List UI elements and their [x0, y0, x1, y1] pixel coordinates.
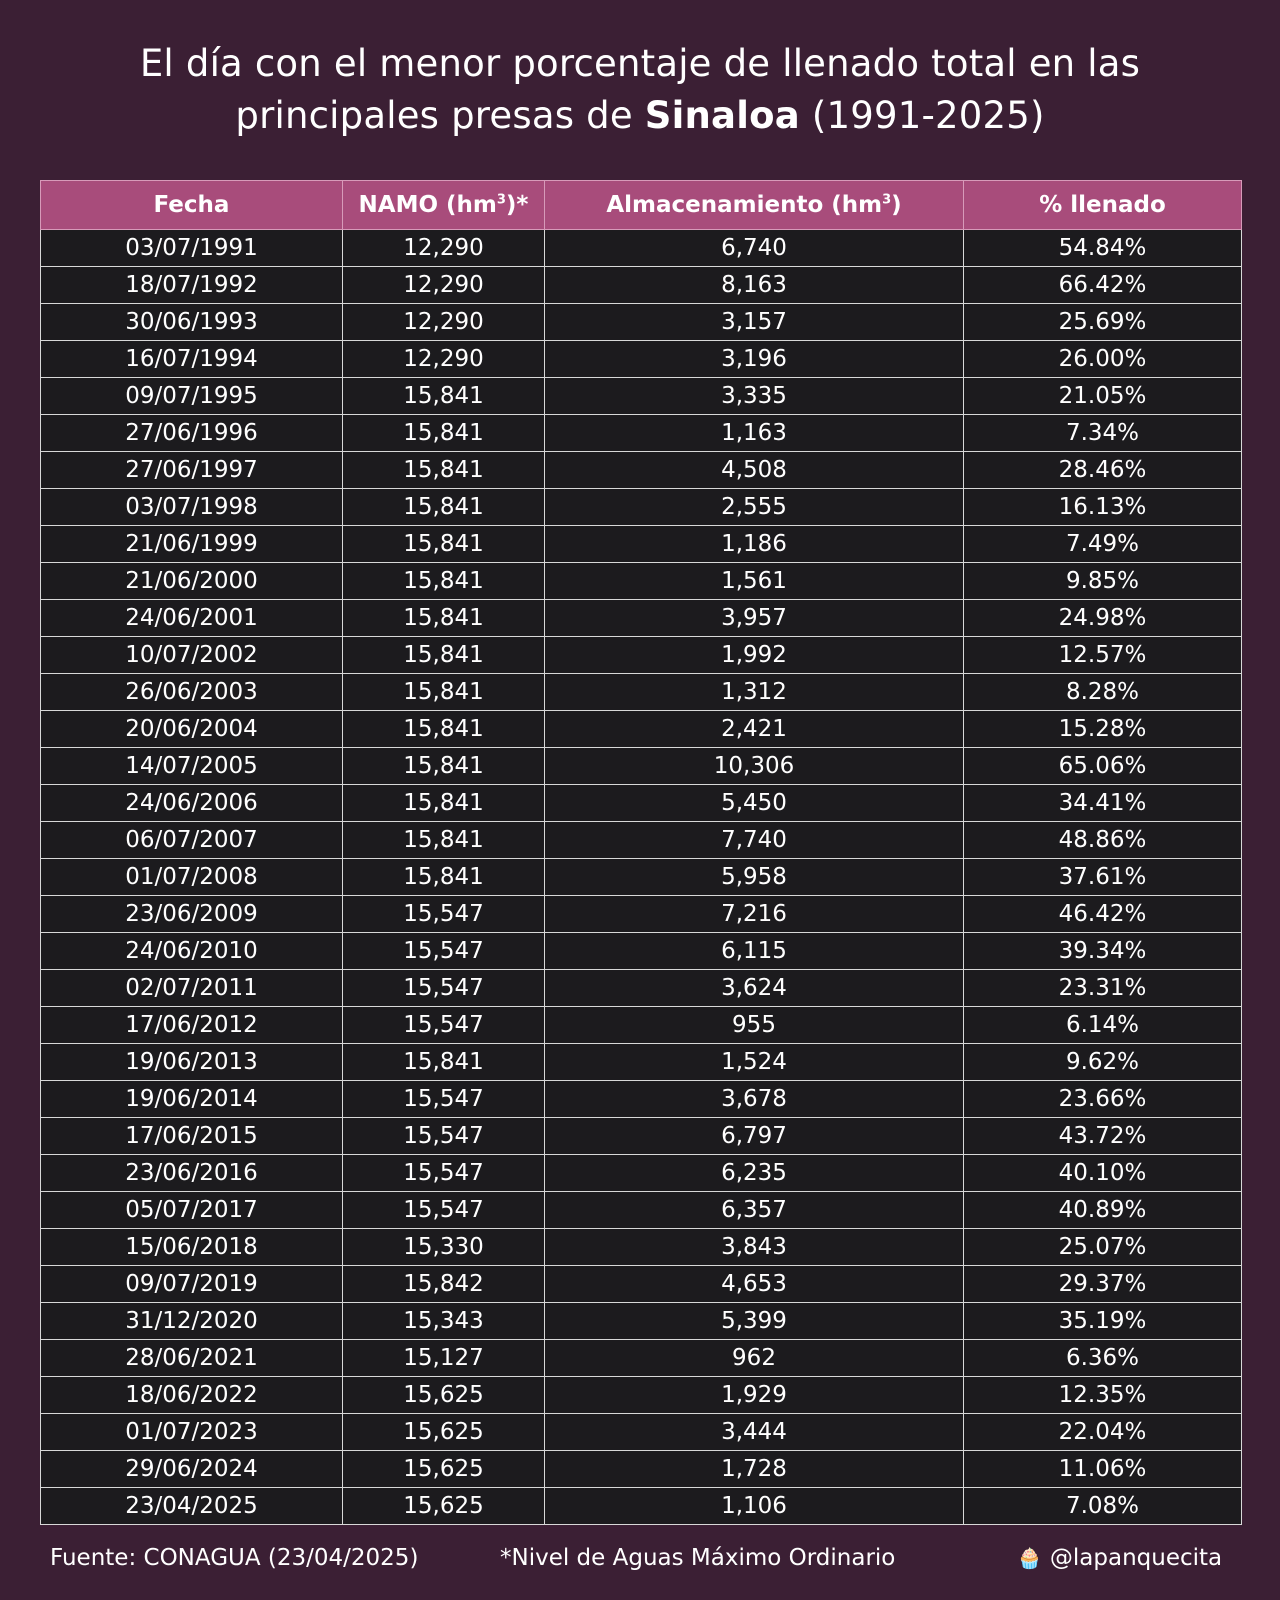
cell-fecha: 01/07/2008	[41, 859, 343, 896]
cell-fecha: 24/06/2001	[41, 600, 343, 637]
cell-almacenamiento: 4,653	[545, 1266, 964, 1303]
footer-handle	[1017, 1545, 1222, 1571]
cell-namo: 15,841	[343, 859, 545, 896]
cell-almacenamiento: 7,216	[545, 896, 964, 933]
cell-fecha: 14/07/2005	[41, 748, 343, 785]
cell-fecha: 18/07/1992	[41, 267, 343, 304]
cell-fecha: 21/06/1999	[41, 526, 343, 563]
cell-fecha: 09/07/2019	[41, 1266, 343, 1303]
cell-namo: 15,625	[343, 1377, 545, 1414]
cell-namo: 15,841	[343, 415, 545, 452]
cell-llenado: 65.06%	[964, 748, 1242, 785]
cell-llenado: 21.05%	[964, 378, 1242, 415]
cell-fecha: 17/06/2015	[41, 1118, 343, 1155]
cell-namo: 15,625	[343, 1451, 545, 1488]
cell-fecha: 05/07/2017	[41, 1192, 343, 1229]
cell-namo: 15,547	[343, 1007, 545, 1044]
cell-almacenamiento: 1,561	[545, 563, 964, 600]
cell-llenado: 34.41%	[964, 785, 1242, 822]
cell-almacenamiento: 6,235	[545, 1155, 964, 1192]
table-row	[41, 748, 1242, 785]
title-line-2	[0, 90, 1280, 142]
cell-namo: 15,547	[343, 933, 545, 970]
cell-llenado: 6.36%	[964, 1340, 1242, 1377]
cell-llenado: 15.28%	[964, 711, 1242, 748]
cell-almacenamiento: 6,797	[545, 1118, 964, 1155]
cell-almacenamiento: 3,444	[545, 1414, 964, 1451]
cell-almacenamiento: 6,357	[545, 1192, 964, 1229]
table-row	[41, 859, 1242, 896]
cell-llenado: 22.04%	[964, 1414, 1242, 1451]
cell-namo: 15,127	[343, 1340, 545, 1377]
cell-fecha: 02/07/2011	[41, 970, 343, 1007]
cell-almacenamiento: 3,335	[545, 378, 964, 415]
table-row	[41, 563, 1242, 600]
title-line-1: El día con el menor porcentaje de llenado total en las	[139, 42, 1141, 85]
cell-fecha: 19/06/2014	[41, 1081, 343, 1118]
cell-llenado: 37.61%	[964, 859, 1242, 896]
cell-namo: 12,290	[343, 267, 545, 304]
header-almacenamiento: Almacenamiento $(hm^3)$	[545, 181, 964, 230]
cell-fecha: 21/06/2000	[41, 563, 343, 600]
table-row	[41, 489, 1242, 526]
cell-fecha: 09/07/1995	[41, 378, 343, 415]
cell-fecha: 24/06/2006	[41, 785, 343, 822]
cell-namo: 15,841	[343, 563, 545, 600]
footer-source: Fuente: CONAGUA (23/04/2025)	[50, 1545, 419, 1571]
table-row	[41, 341, 1242, 378]
cell-almacenamiento: 3,157	[545, 304, 964, 341]
cell-llenado: 46.42%	[964, 896, 1242, 933]
cell-namo: 15,841	[343, 1044, 545, 1081]
cell-namo: 15,842	[343, 1266, 545, 1303]
cell-fecha: 26/06/2003	[41, 674, 343, 711]
cupcake-icon: 🧁	[1017, 1546, 1042, 1570]
cell-namo: 15,547	[343, 970, 545, 1007]
cell-fecha: 17/06/2012	[41, 1007, 343, 1044]
cell-llenado: 16.13%	[964, 489, 1242, 526]
cell-fecha: 18/06/2022	[41, 1377, 343, 1414]
table-row	[41, 1488, 1242, 1525]
cell-almacenamiento: 1,929	[545, 1377, 964, 1414]
cell-almacenamiento: 8,163	[545, 267, 964, 304]
title-years: (1991-2025)	[811, 94, 1045, 137]
cell-almacenamiento: 1,728	[545, 1451, 964, 1488]
title-line-2-pre: principales presas de	[235, 94, 633, 137]
cell-fecha: 16/07/1994	[41, 341, 343, 378]
cell-almacenamiento: 1,312	[545, 674, 964, 711]
cell-almacenamiento: 5,958	[545, 859, 964, 896]
cell-fecha: 31/12/2020	[41, 1303, 343, 1340]
cell-fecha: 23/06/2016	[41, 1155, 343, 1192]
header-fecha: Fecha	[41, 181, 343, 230]
cell-namo: 15,547	[343, 1155, 545, 1192]
cell-almacenamiento: 1,524	[545, 1044, 964, 1081]
cell-almacenamiento: 3,624	[545, 970, 964, 1007]
cell-fecha: 03/07/1998	[41, 489, 343, 526]
title-state: Sinaloa	[644, 94, 800, 137]
cell-namo: 15,841	[343, 785, 545, 822]
cell-llenado: 40.10%	[964, 1155, 1242, 1192]
table-row	[41, 230, 1242, 267]
cell-llenado: 24.98%	[964, 600, 1242, 637]
table-row	[41, 1340, 1242, 1377]
cell-fecha: 06/07/2007	[41, 822, 343, 859]
cell-llenado: 9.62%	[964, 1044, 1242, 1081]
table-row	[41, 1414, 1242, 1451]
cell-llenado: 43.72%	[964, 1118, 1242, 1155]
cell-namo: 15,841	[343, 674, 545, 711]
table-row	[41, 674, 1242, 711]
cell-fecha: 24/06/2010	[41, 933, 343, 970]
cell-llenado: 6.14%	[964, 1007, 1242, 1044]
cell-namo: 12,290	[343, 341, 545, 378]
cell-fecha: 28/06/2021	[41, 1340, 343, 1377]
table-row	[41, 822, 1242, 859]
cell-almacenamiento: 4,508	[545, 452, 964, 489]
table-row	[41, 933, 1242, 970]
cell-namo: 12,290	[343, 230, 545, 267]
cell-almacenamiento: 1,163	[545, 415, 964, 452]
cell-fecha: 23/06/2009	[41, 896, 343, 933]
table-row	[41, 526, 1242, 563]
cell-almacenamiento: 6,115	[545, 933, 964, 970]
table-row	[41, 1451, 1242, 1488]
cell-almacenamiento: 5,399	[545, 1303, 964, 1340]
cell-llenado: 39.34%	[964, 933, 1242, 970]
cell-llenado: 23.66%	[964, 1081, 1242, 1118]
table-header-row	[41, 181, 1242, 230]
cell-almacenamiento: 955	[545, 1007, 964, 1044]
cell-llenado: 25.07%	[964, 1229, 1242, 1266]
cell-namo: 15,547	[343, 1192, 545, 1229]
data-table-container	[40, 180, 1241, 1525]
cell-almacenamiento: 3,843	[545, 1229, 964, 1266]
cell-namo: 15,841	[343, 378, 545, 415]
cell-almacenamiento: 2,555	[545, 489, 964, 526]
cell-fecha: 01/07/2023	[41, 1414, 343, 1451]
table-row	[41, 1155, 1242, 1192]
cell-llenado: 7.08%	[964, 1488, 1242, 1525]
cell-namo: 15,330	[343, 1229, 545, 1266]
cell-llenado: 7.49%	[964, 526, 1242, 563]
cell-llenado: 29.37%	[964, 1266, 1242, 1303]
cell-namo: 15,625	[343, 1414, 545, 1451]
cell-almacenamiento: 3,957	[545, 600, 964, 637]
cell-llenado: 28.46%	[964, 452, 1242, 489]
cell-namo: 15,841	[343, 637, 545, 674]
table-row	[41, 711, 1242, 748]
table-row	[41, 304, 1242, 341]
table-row	[41, 896, 1242, 933]
cell-llenado: 48.86%	[964, 822, 1242, 859]
table-row	[41, 415, 1242, 452]
cell-llenado: 9.85%	[964, 563, 1242, 600]
cell-namo: 12,290	[343, 304, 545, 341]
cell-llenado: 40.89%	[964, 1192, 1242, 1229]
cell-almacenamiento: 2,421	[545, 711, 964, 748]
cell-namo: 15,841	[343, 711, 545, 748]
cell-namo: 15,841	[343, 748, 545, 785]
table-row	[41, 1081, 1242, 1118]
cell-llenado: 12.35%	[964, 1377, 1242, 1414]
table-row	[41, 1229, 1242, 1266]
cell-llenado: 12.57%	[964, 637, 1242, 674]
cell-namo: 15,547	[343, 896, 545, 933]
cell-almacenamiento: 10,306	[545, 748, 964, 785]
cell-fecha: 15/06/2018	[41, 1229, 343, 1266]
cell-llenado: 26.00%	[964, 341, 1242, 378]
cell-fecha: 27/06/1996	[41, 415, 343, 452]
table-row	[41, 1007, 1242, 1044]
table-row	[41, 637, 1242, 674]
footer-note: *Nivel de Aguas Máximo Ordinario	[500, 1545, 896, 1571]
table-row	[41, 1266, 1242, 1303]
cell-namo: 15,343	[343, 1303, 545, 1340]
table-row	[41, 378, 1242, 415]
cell-namo: 15,625	[343, 1488, 545, 1525]
cell-namo: 15,841	[343, 526, 545, 563]
page-title	[0, 38, 1280, 142]
table-row	[41, 267, 1242, 304]
cell-almacenamiento: 7,740	[545, 822, 964, 859]
cell-namo: 15,547	[343, 1118, 545, 1155]
cell-almacenamiento: 1,992	[545, 637, 964, 674]
cell-namo: 15,841	[343, 600, 545, 637]
table-row	[41, 600, 1242, 637]
table-row	[41, 785, 1242, 822]
cell-almacenamiento: 962	[545, 1340, 964, 1377]
cell-llenado: 11.06%	[964, 1451, 1242, 1488]
cell-namo: 15,547	[343, 1081, 545, 1118]
cell-almacenamiento: 6,740	[545, 230, 964, 267]
cell-fecha: 29/06/2024	[41, 1451, 343, 1488]
table-row	[41, 452, 1242, 489]
handle-text: @lapanquecita	[1049, 1545, 1223, 1571]
cell-llenado: 8.28%	[964, 674, 1242, 711]
cell-llenado: 7.34%	[964, 415, 1242, 452]
cell-almacenamiento: 1,186	[545, 526, 964, 563]
cell-fecha: 10/07/2002	[41, 637, 343, 674]
cell-llenado: 66.42%	[964, 267, 1242, 304]
table-row	[41, 1118, 1242, 1155]
cell-fecha: 19/06/2013	[41, 1044, 343, 1081]
table-row	[41, 1044, 1242, 1081]
cell-namo: 15,841	[343, 489, 545, 526]
cell-almacenamiento: 3,678	[545, 1081, 964, 1118]
cell-namo: 15,841	[343, 822, 545, 859]
table-body	[41, 230, 1242, 1525]
cell-fecha: 23/04/2025	[41, 1488, 343, 1525]
cell-almacenamiento: 5,450	[545, 785, 964, 822]
cell-namo: 15,841	[343, 452, 545, 489]
table-row	[41, 1192, 1242, 1229]
header-namo: NAMO $(hm^3)*$	[343, 181, 545, 230]
table-row	[41, 1303, 1242, 1340]
cell-fecha: 30/06/1993	[41, 304, 343, 341]
cell-fecha: 27/06/1997	[41, 452, 343, 489]
cell-almacenamiento: 3,196	[545, 341, 964, 378]
table-row	[41, 1377, 1242, 1414]
table-row	[41, 970, 1242, 1007]
data-table	[40, 180, 1242, 1525]
cell-fecha: 20/06/2004	[41, 711, 343, 748]
cell-almacenamiento: 1,106	[545, 1488, 964, 1525]
cell-llenado: 54.84%	[964, 230, 1242, 267]
cell-fecha: 03/07/1991	[41, 230, 343, 267]
header-llenado: % llenado	[964, 181, 1242, 230]
cell-llenado: 35.19%	[964, 1303, 1242, 1340]
cell-llenado: 25.69%	[964, 304, 1242, 341]
cell-llenado: 23.31%	[964, 970, 1242, 1007]
